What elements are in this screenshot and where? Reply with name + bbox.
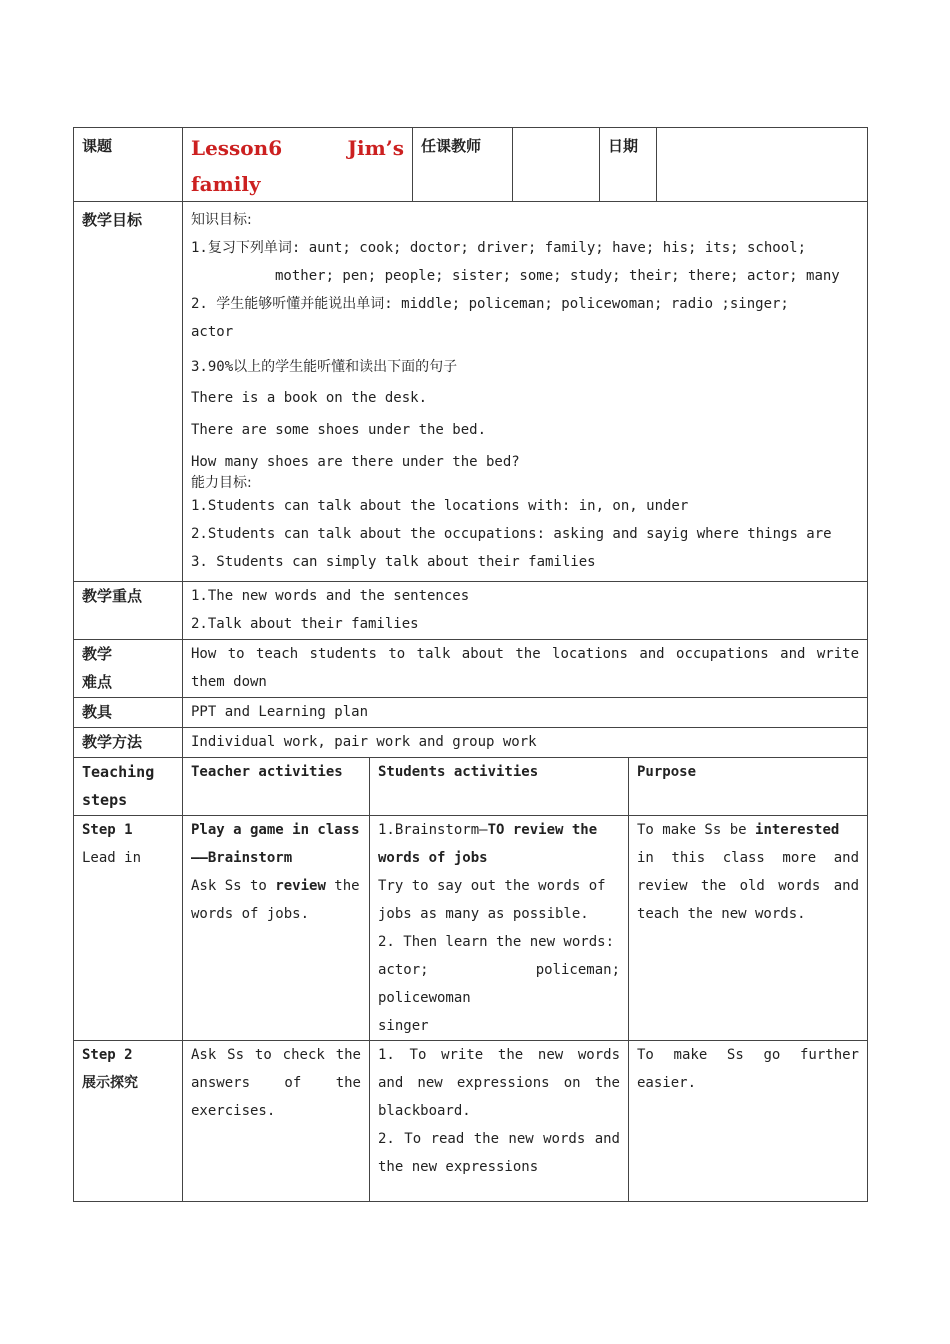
step2-row xyxy=(74,1041,868,1202)
lesson-title xyxy=(183,128,413,201)
step1-purpose-line2: in this class more and xyxy=(637,850,859,866)
method-row xyxy=(74,728,868,758)
steps-header-row xyxy=(74,758,868,816)
step2-students xyxy=(370,1041,629,1201)
step2-purpose xyxy=(629,1041,868,1201)
step2-teacher xyxy=(183,1041,370,1201)
subject-label: 课题 xyxy=(74,128,183,201)
lesson-plan-table xyxy=(73,127,868,1202)
focus-item1: 1.The new words and the sentences xyxy=(191,588,470,604)
step1-student-line5: 2. Then learn the new words: xyxy=(378,934,615,950)
step1-purpose-line4: teach the new words. xyxy=(637,906,806,922)
difficulty-label-line1: 教学 xyxy=(82,645,113,663)
goal-sentence3: How many shoes are there under the bed? xyxy=(191,454,520,470)
steps-col1-line1: Teaching xyxy=(82,763,155,781)
difficulty-text-line2: them down xyxy=(191,674,267,690)
tools-label: 教具 xyxy=(74,698,183,727)
step2-student-line5: the new expressions xyxy=(378,1159,539,1175)
step2-label xyxy=(74,1041,183,1201)
lesson-title-part3: family xyxy=(191,172,261,196)
step1-sub: Lead in xyxy=(82,850,142,866)
tools-text: PPT and Learning plan xyxy=(183,698,868,727)
step1-student-line7: policewoman xyxy=(378,990,471,1006)
step2-student-line4: 2. To read the new words and xyxy=(378,1131,620,1147)
goal-item3: 3.90%以上的学生能听懂和读出下面的句子 xyxy=(191,359,458,375)
method-label: 教学方法 xyxy=(74,728,183,757)
goal-item2-line1: 2. 学生能够听懂并能说出单词: middle; policeman; policewoman; radio ;singer; xyxy=(191,296,789,312)
step1-teacher-line4: words of jobs. xyxy=(191,906,310,922)
goal-sentence1: There is a book on the desk. xyxy=(191,390,428,406)
goal-sentence2: There are some shoes under the bed. xyxy=(191,422,487,438)
step1-student-line4: jobs as many as possible. xyxy=(378,906,589,922)
focus-row xyxy=(74,582,868,640)
step1-purpose xyxy=(629,816,868,1040)
step1-teacher-line2: ——Brainstorm xyxy=(191,850,293,866)
step1-student-line8: singer xyxy=(378,1018,429,1034)
knowledge-heading: 知识目标: xyxy=(191,212,252,228)
step1-purpose-line1: To make Ss be interested xyxy=(637,822,840,838)
students-activities-header: Students activities xyxy=(370,758,629,815)
ability-item2: 2.Students can talk about the occupations: asking and sayig where things are xyxy=(191,526,832,542)
difficulty-row xyxy=(74,640,868,698)
step1-teacher xyxy=(183,816,370,1040)
step2-sub: 展示探究 xyxy=(82,1075,138,1091)
teacher-value xyxy=(513,128,600,201)
step1-student-line1: 1.Brainstorm—TO review the xyxy=(378,822,598,838)
method-text: Individual work, pair work and group work xyxy=(183,728,868,757)
step2-name: Step 2 xyxy=(82,1047,133,1063)
step1-student-line6: actor; policeman; xyxy=(378,962,620,978)
step1-label xyxy=(74,816,183,1040)
date-label: 日期 xyxy=(600,128,657,201)
step2-purpose-line2: easier. xyxy=(637,1075,697,1091)
step2-purpose-line1: To make Ss go further xyxy=(637,1047,859,1063)
goals-label: 教学目标 xyxy=(74,202,183,581)
step2-student-line3: blackboard. xyxy=(378,1103,471,1119)
steps-col1-header xyxy=(74,758,183,815)
goal-item1-line1: 1.复习下列单词: aunt; cook; doctor; driver; family; have; his; its; school; xyxy=(191,240,807,256)
difficulty-text-line1: How to teach students to talk about the locations and occupations and write xyxy=(191,646,859,662)
difficulty-label xyxy=(74,640,183,697)
difficulty-label-line2: 难点 xyxy=(82,673,113,691)
focus-label: 教学重点 xyxy=(74,582,183,639)
ability-heading: 能力目标: xyxy=(191,475,252,491)
step1-student-line3: Try to say out the words of xyxy=(378,878,606,894)
step2-teacher-line2: answers of the xyxy=(191,1075,361,1091)
teacher-label: 任课教师 xyxy=(413,128,513,201)
step1-students xyxy=(370,816,629,1040)
step2-student-line2: and new expressions on the xyxy=(378,1075,620,1091)
step2-teacher-line3: exercises. xyxy=(191,1103,276,1119)
goals-content xyxy=(183,202,868,581)
tools-row xyxy=(74,698,868,728)
goal-item1-line2: mother; pen; people; sister; some; study; their; there; actor; many xyxy=(275,268,840,284)
teacher-activities-header: Teacher activities xyxy=(183,758,370,815)
step2-student-line1: 1. To write the new words xyxy=(378,1047,620,1063)
header-row xyxy=(74,128,868,202)
step1-student-line2: words of jobs xyxy=(378,850,488,866)
step1-purpose-line3: review the old words and xyxy=(637,878,859,894)
goals-row xyxy=(74,202,868,582)
step1-name: Step 1 xyxy=(82,822,133,838)
steps-col1-line2: steps xyxy=(82,791,128,809)
lesson-title-part2: Jim’s xyxy=(347,136,404,160)
date-value xyxy=(657,128,868,201)
purpose-header: Purpose xyxy=(629,758,868,815)
focus-content xyxy=(183,582,868,639)
focus-item2: 2.Talk about their families xyxy=(191,616,419,632)
lesson-title-part1: Lesson6 xyxy=(191,136,283,160)
step2-teacher-line1: Ask Ss to check the xyxy=(191,1047,361,1063)
ability-item1: 1.Students can talk about the locations with: in, on, under xyxy=(191,498,689,514)
goal-item2-line2: actor xyxy=(191,324,234,340)
step1-teacher-line3: Ask Ss to review the xyxy=(191,878,360,894)
ability-item3: 3. Students can simply talk about their families xyxy=(191,554,596,570)
step1-row xyxy=(74,816,868,1041)
step1-teacher-line1: Play a game in class xyxy=(191,822,360,838)
difficulty-content xyxy=(183,640,868,697)
